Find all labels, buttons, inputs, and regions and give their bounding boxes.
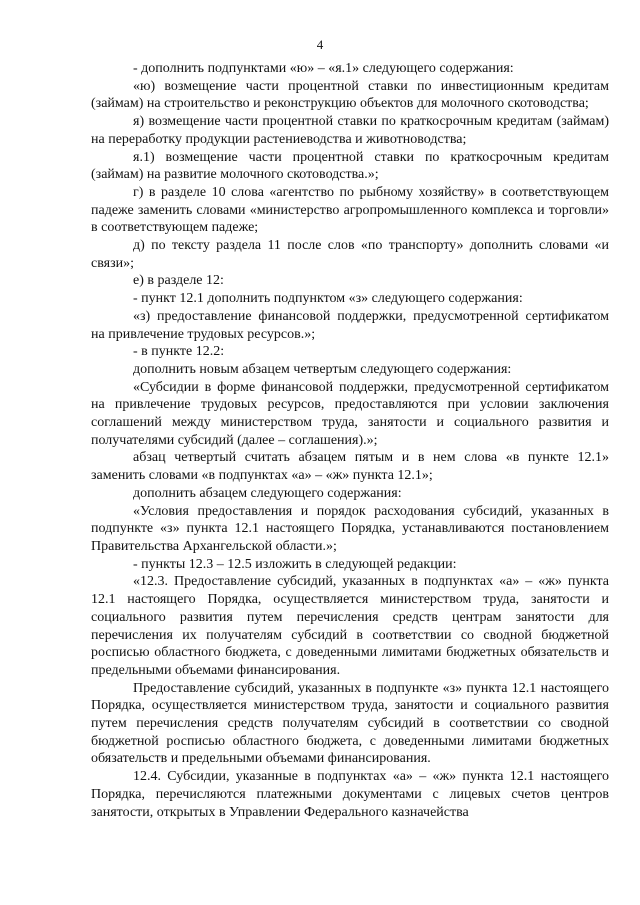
paragraph-10: - в пункте 12.2:	[133, 344, 225, 360]
paragraph-11: дополнить новым абзацем четвертым следующего содержания:	[133, 361, 512, 377]
paragraph-15: «Условия предоставления и порядок расходования субсидий, указанных в подпункте «з» пункта 12.1 настоящего Порядка, устанавливаются постановлением Правительства Архангельской области.»;	[91, 503, 609, 554]
paragraph-13: абзац четвертый считать абзацем пятым и в нем слова «в пункте 12.1» заменить словами «в подпунктах «а» – «ж» пункта 12.1»;	[91, 450, 609, 484]
paragraph-5: г) в разделе 10 слова «агентство по рыбному хозяйству» в соответствующем падеже заменить словами «министерство агропромышленного комплекса и торговли» в соответствующем падеже;	[91, 184, 609, 236]
paragraph-7: е) в разделе 12:	[133, 273, 224, 289]
paragraph-14: дополнить абзацем следующего содержания:	[133, 485, 402, 501]
document-body	[91, 60, 609, 821]
paragraph-12: «Субсидии в форме финансовой поддержки, предусмотренной сертификатом на привлечение трудовых ресурсов, предоставляются при условии заключения соглашений между министерством труда, занятости и социального развития и получателями субсидий (далее – соглашения).»;	[91, 379, 609, 448]
paragraph-9: «з) предоставление финансовой поддержки, предусмотренной сертификатом на привлечение трудовых ресурсов.»;	[91, 308, 609, 342]
paragraph-18: Предоставление субсидий, указанных в подпункте «з» пункта 12.1 настоящего Порядка, осуществляется министерством труда, занятости и социального развития путем перечисления средств получателям субсидий в соответствии со сводной бюджетной росписью областного бюджета, с доведенными лимитами бюджетных обязательств и предельными объемами финансирования.	[91, 680, 609, 767]
paragraph-4: я.1) возмещение части процентной ставки по краткосрочным кредитам (займам) на развитие молочного скотоводства.»;	[91, 149, 609, 183]
page-number: 4	[316, 37, 324, 52]
paragraph-6: д) по тексту раздела 11 после слов «по транспорту» дополнить словами «и связи»;	[91, 238, 609, 271]
paragraph-19: 12.4. Субсидии, указанные в подпунктах «а» – «ж» пункта 12.1 настоящего Порядка, перечисляются платежными документами с лицевых счетов центров занятости, открытых в Управлении Федерального казначейства	[91, 769, 609, 820]
paragraph-3: я) возмещение части процентной ставки по краткосрочным кредитам (займам) на переработку продукции растениеводства и животноводства;	[91, 114, 609, 147]
paragraph-2: «ю) возмещение части процентной ставки по инвестиционным кредитам (займам) на строительство и реконструкцию объектов для молочного скотоводства;	[91, 78, 609, 112]
paragraph-8: - пункт 12.1 дополнить подпунктом «з» следующего содержания:	[133, 291, 523, 307]
paragraph-17: «12.3. Предоставление субсидий, указанных в подпунктах «а» – «ж» пункта 12.1 настоящего Порядка, осуществляется министерством труда, занятости и социального развития путем перечисления средств центрам занятости для перечисления их получателям субсидий в соответствии со сводной бюджетной росписью областного бюджета, с доведенными лимитами бюджетных обязательств и предельными объемами финансирования.	[91, 574, 609, 678]
paragraph-1: - дополнить подпунктами «ю» – «я.1» следующего содержания:	[133, 61, 514, 76]
paragraph-16: - пункты 12.3 – 12.5 изложить в следующей редакции:	[133, 556, 457, 572]
